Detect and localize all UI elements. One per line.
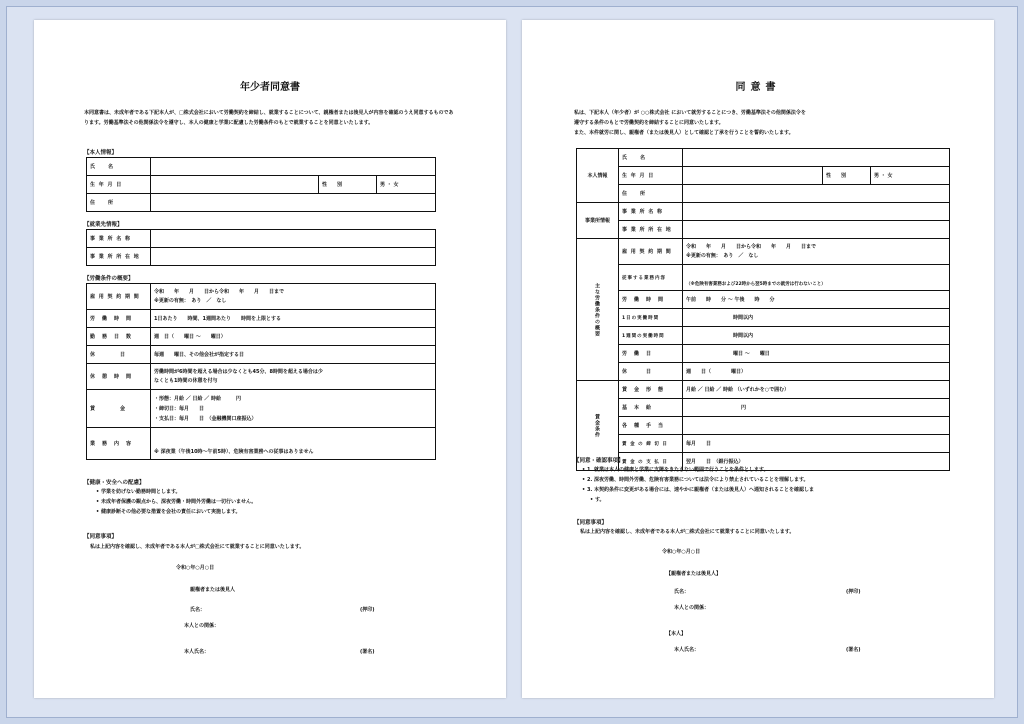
period-line2: ※更新の有無： あり ／ なし [686,252,759,259]
left-intro: 本同意書は、未成年者である下記本人が、□株式会社において労働契約を締結し、就業することについて、親権者または後見人が内容を確認のうえ同意するものであります。労働基準法その他関係法令を遵守し、本人の健康と学業に配慮した労働条件のもとで就業することを同意といたします。 [84,110,454,126]
close-day-value: 毎月 日 [683,435,950,453]
right-intro-line2: 遵守する条件のもとで労働契約を締結することに同意いたします。 [574,120,724,126]
group-workplace: 事業所情報 [577,203,619,239]
health-item: • 学業を妨げない勤務時間とします。 [96,487,256,497]
field-workplace-location[interactable] [683,221,950,239]
field-allowance[interactable] [683,417,950,435]
field-workplace-name[interactable] [151,230,436,248]
left-page [34,20,506,698]
holiday-value: 週 日（ 曜日） [683,363,950,381]
duty-value: （※危険有害業務および22時から翌5時までの就労は行わないこと） [683,265,950,291]
right-title: 同意書 [735,82,781,93]
right-intro [574,108,954,138]
group-wage: 賃金条件 [577,381,619,471]
label-address: 住 所 [87,194,151,212]
label-workplace-location: 事 業 所 所 在 地 [619,221,683,239]
label-days: 勤 務 日 数 [87,328,151,346]
base-pay-value: 円 [683,399,950,417]
left-guardian-heading: 親権者または後見人 [190,587,236,593]
duty-value: ※ 深夜業（午後10時～午前5時）、危険有害業務への従事はありません [151,428,436,460]
pay-day-value: 翌月 日 （銀行振込） [683,453,950,471]
holiday-value: 毎週 曜日、その他会社が指定する日 [151,346,436,364]
right-date: 令和○年○月○日 [662,549,701,555]
label-workday: 労 働 日 [619,345,683,363]
right-page [522,20,994,698]
label-day-hours: 1日の実働時間 [619,309,683,327]
break-line1: 労働時間が6時間を超える場合は少なくとも45分、8時間を超える場合は少 [154,368,323,375]
right-section-consent: 【同意事項】 [574,520,608,526]
left-consent-text: 私は上記内容を確認し、未成年者である本人が□株式会社にて就業することに同意いたします。 [90,544,305,550]
left-section-consent: 【同意事項】 [84,534,118,540]
right-consent-text: 私は上記内容を確認し、未成年者である本人が□株式会社にて就業することに同意いたします。 [580,529,795,535]
days-value: 週 日（ 曜日 ～ 曜日） [151,328,436,346]
label-allowance: 各 種 手 当 [619,417,683,435]
right-sig-person[interactable]: 本人氏名： [674,647,700,653]
agree-item: • 1. 就業は本人の健康と学業に支障をきたさない範囲で行うことを条件とします。 [582,465,814,475]
health-item: • 未成年者保護の観点から、深夜労働・時間外労働は一切行いません。 [96,497,256,507]
left-title: 年少者同意書 [240,82,300,93]
label-holiday: 休 日 [87,346,151,364]
period-line1: 令和 年 月 日から令和 年 月 日まで [154,288,285,295]
label-week-hours: 1週間の実働時間 [619,327,683,345]
right-person-heading: 【本人】 [666,631,687,637]
field-workplace-location[interactable] [151,248,436,266]
group-person: 本人情報 [577,149,619,203]
label-workplace-name: 事 業 所 名 称 [619,203,683,221]
left-conditions-table [86,283,436,460]
left-seal-sign: (署名) [360,649,375,655]
label-duty: 業 務 内 容 [87,428,151,460]
label-gender: 性 別 [823,167,871,185]
label-break: 休 憩 時 間 [87,364,151,390]
left-seal-stamp: (押印) [360,607,375,613]
label-holiday: 休 日 [619,363,683,381]
label-close-day: 賃 金 の 締 切 日 [619,435,683,453]
right-sig-name[interactable]: 氏名： [674,589,690,595]
field-gender[interactable]: 男 ・ 女 [377,176,436,194]
wage-line1: ・形態：月給 ／ 日給 ／ 時給 円 [154,395,241,402]
label-address: 住 所 [619,185,683,203]
label-hours: 労 働 時 間 [87,310,151,328]
wage-form-value: 月給 ／ 日給 ／ 時給 （いずれかを○で囲む） [683,381,950,399]
label-workplace-name: 事 業 所 名 称 [87,230,151,248]
field-address[interactable] [683,185,950,203]
field-dob[interactable] [151,176,319,194]
left-person-table [86,157,436,212]
label-wage-form: 賃 金 形 態 [619,381,683,399]
label-hours: 労 働 時 間 [619,291,683,309]
field-dob[interactable] [683,167,823,185]
period-line1: 令和 年 月 日から令和 年 月 日まで [686,243,817,250]
agree-list [582,465,814,505]
agree-item: • す。 [582,495,814,505]
label-dob: 生 年 月 日 [87,176,151,194]
right-main-table [576,148,950,471]
right-sig-relation[interactable]: 本人との関係： [674,605,710,611]
wage-line3: ・支払日：毎月 日 （金融機関口座振込） [154,415,257,422]
hours-value: 1日あたり 時間、1週間あたり 時間を上限とする [151,310,436,328]
label-dob: 生 年 月 日 [619,167,683,185]
field-gender[interactable]: 男 ・ 女 [871,167,950,185]
break-line2: なくとも1時間の休憩を付与 [154,377,218,384]
agree-item: • 2. 深夜労働、時間外労働、危険有害業務については法令により禁止されていることを理解します。 [582,475,814,485]
label-pay-day: 賃 金 の 支 払 日 [619,453,683,471]
field-address[interactable] [151,194,436,212]
label-wage: 賃 金 [87,390,151,428]
hours-value: 午前 時 分 ～ 午後 時 分 [683,291,950,309]
right-intro-line1: 私は、下記本人（年少者）が ○○株式会社 において就労することにつき、労働基準法その他関係法令を [574,110,806,116]
period-line2: ※更新の有無： あり ／ なし [154,297,227,304]
agree-item: • 3. 本契約条件に変更がある場合には、速やかに親権者（または後見人）へ通知されることを確認しま [582,485,814,495]
right-guardian-heading: 【親権者または後見人】 [666,571,722,577]
right-seal-sign: (署名) [846,647,861,653]
health-item: • 健康診断その他必要な措置を会社の責任において実施します。 [96,507,256,517]
group-conditions: 主な労働条件の概要 [577,239,619,381]
label-duty: 従事する業務内容 [619,265,683,291]
right-intro-line3: また、本件就労に関し、親権者（または後見人）として確認と了承を行うことを誓約いたします。 [574,130,794,136]
field-name[interactable] [151,158,436,176]
right-seal-stamp: (押印) [846,589,861,595]
left-section-conditions: 【労働条件の概要】 [84,276,134,282]
label-period: 雇 用 契 約 期 間 [619,239,683,265]
label-period: 雇 用 契 約 期 間 [87,284,151,310]
field-workplace-name[interactable] [683,203,950,221]
left-section-person: 【本人情報】 [84,150,118,156]
right-section-agree: 【同意・確認事項】 [574,458,624,464]
left-sig-person[interactable]: 本人氏名： [184,649,210,655]
label-name: 氏 名 [87,158,151,176]
field-name[interactable] [683,149,950,167]
label-gender: 性 別 [319,176,377,194]
health-list [96,487,256,517]
label-name: 氏 名 [619,149,683,167]
left-sig-relation[interactable]: 本人との関係： [184,623,220,629]
label-base-pay: 基 本 給 [619,399,683,417]
day-hours-value: 時間以内 [683,309,950,327]
workday-value: 曜日 ～ 曜日 [683,345,950,363]
week-hours-value: 時間以内 [683,327,950,345]
left-sig-name[interactable]: 氏名： [190,607,206,613]
left-workplace-table [86,229,436,266]
label-workplace-location: 事 業 所 所 在 地 [87,248,151,266]
left-date: 令和○年○月○日 [176,565,215,571]
wage-line2: ・締切日：毎月 日 [154,405,205,412]
left-section-workplace: 【就業先情報】 [84,222,123,228]
left-section-health: 【健康・安全への配慮】 [84,480,145,486]
